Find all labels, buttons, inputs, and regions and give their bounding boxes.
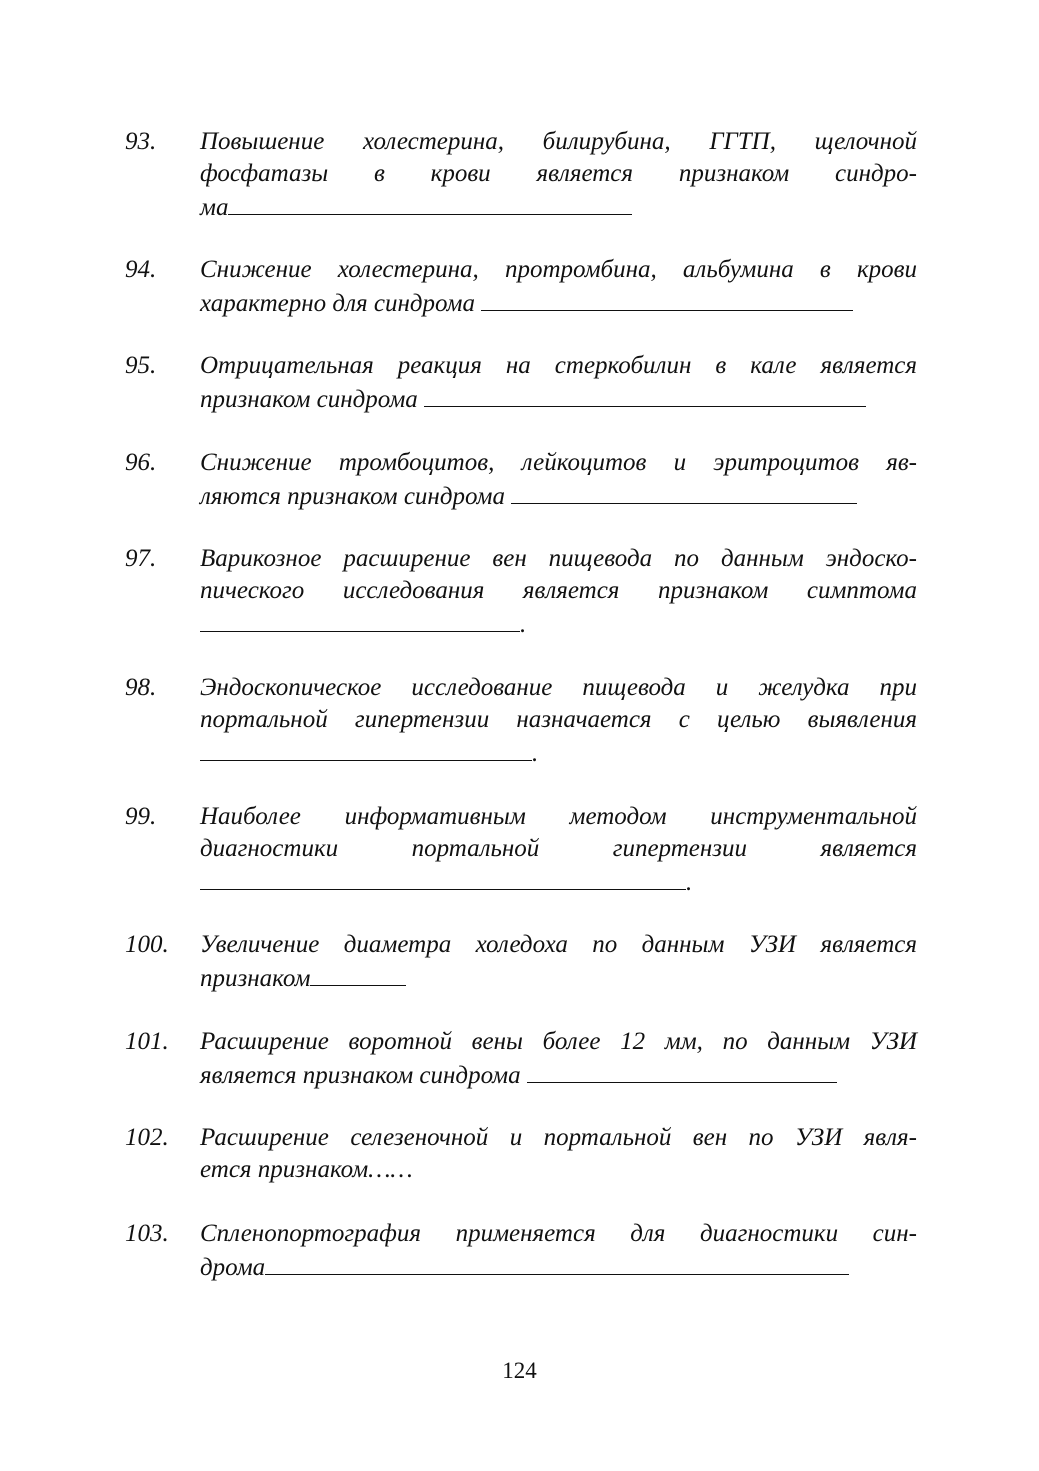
text-line: Наиболее информативным методом инструментальной (200, 803, 917, 830)
question-number: 97. (125, 545, 157, 572)
text-line: ется признаком…… (200, 1156, 413, 1183)
text-line: . (200, 607, 917, 639)
question-number: 93. (125, 128, 157, 155)
text-line: Эндоскопическое исследование пищевода и желудка при (200, 674, 917, 701)
text-line: диагностики портальной гипертензии является (200, 835, 917, 862)
text-line: Расширение селезеночной и портальной вен по УЗИ явля- (200, 1124, 917, 1151)
answer-blank[interactable] (200, 865, 686, 890)
question-text (200, 447, 917, 511)
answer-blank[interactable] (200, 736, 532, 761)
text-line: Варикозное расширение вен пищевода по данным эндоско- (200, 545, 917, 572)
text-line: Отрицательная реакция на стеркобилин в кале является (200, 352, 917, 379)
text-line: ма (200, 190, 917, 222)
text-line: дрома (200, 1250, 917, 1282)
question-text (200, 350, 917, 414)
question-number: 98. (125, 674, 157, 701)
question-text (200, 126, 917, 222)
text-line: портальной гипертензии назначается с целью выявления (200, 706, 917, 733)
text-line: является признаком синдрома (200, 1058, 917, 1090)
answer-blank[interactable] (527, 1058, 837, 1083)
question-number: 101. (125, 1028, 169, 1055)
text-line: . (200, 736, 917, 768)
page-number: 124 (502, 1358, 537, 1383)
text-line: характерно для синдрома (200, 286, 917, 318)
question-number: 102. (125, 1124, 169, 1151)
question-text (200, 254, 917, 318)
question-text (200, 1026, 917, 1090)
answer-blank[interactable] (511, 479, 857, 504)
question-number: 96. (125, 449, 157, 476)
answer-blank[interactable] (228, 190, 632, 215)
text-line: ляются признаком синдрома (200, 479, 917, 511)
text-line: Увеличение диаметра холедоха по данным УЗИ является (200, 931, 917, 958)
text-line: пического исследования является признаком симптома (200, 577, 917, 604)
answer-blank[interactable] (310, 961, 406, 986)
text-line: Спленопортография применяется для диагностики син- (200, 1220, 917, 1247)
question-number: 100. (125, 931, 169, 958)
answer-blank[interactable] (424, 382, 866, 407)
question-number: 95. (125, 352, 157, 379)
text-line: . (200, 865, 917, 897)
answer-blank[interactable] (200, 607, 520, 632)
question-number: 103. (125, 1220, 169, 1247)
question-text (200, 1218, 917, 1282)
text-line: признаком синдрома (200, 382, 917, 414)
text-line: Повышение холестерина, билирубина, ГГТП, щелочной (200, 128, 917, 155)
answer-blank[interactable] (481, 286, 853, 311)
text-line: Снижение холестерина, протромбина, альбумина в крови (200, 256, 917, 283)
answer-blank[interactable] (265, 1250, 849, 1275)
question-text (200, 1122, 917, 1186)
text-line: Расширение воротной вены более 12 мм, по данным УЗИ (200, 1028, 917, 1055)
question-text (200, 672, 917, 768)
question-number: 99. (125, 803, 157, 830)
question-text (200, 543, 917, 639)
question-number: 94. (125, 256, 157, 283)
text-line: Снижение тромбоцитов, лейкоцитов и эритроцитов яв- (200, 449, 917, 476)
text-line: признаком (200, 961, 917, 993)
question-text (200, 929, 917, 993)
text-line: фосфатазы в крови является признаком синдро- (200, 160, 917, 187)
question-text (200, 801, 917, 897)
